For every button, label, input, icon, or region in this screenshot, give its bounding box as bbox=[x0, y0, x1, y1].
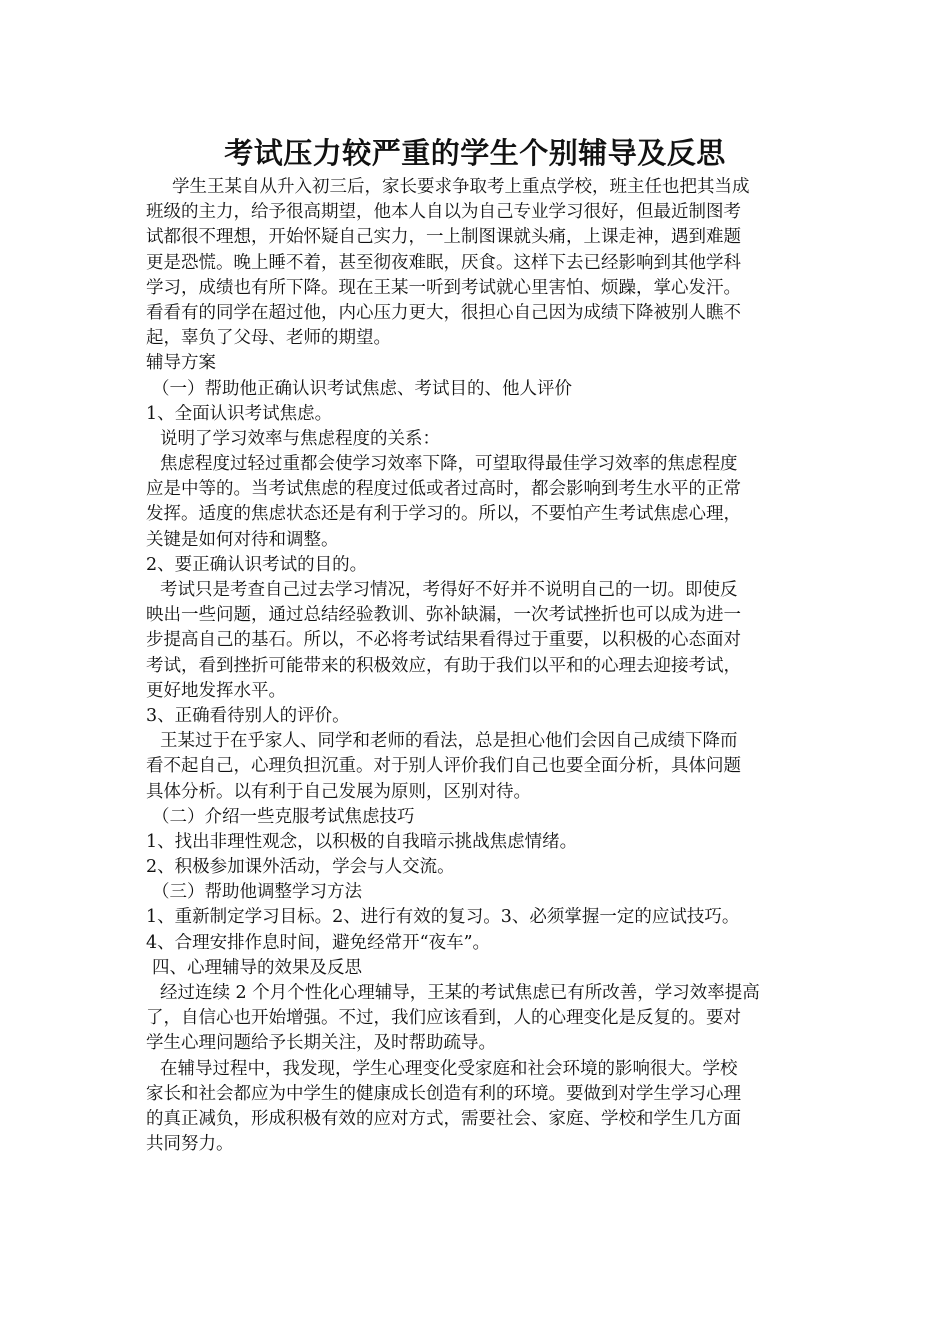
text-line: 学生王某自从升入初三后，家长要求争取考上重点学校，班主任也把其当成 bbox=[172, 177, 750, 197]
text-line: 3、正确看待别人的评价。 bbox=[146, 705, 350, 726]
text-line: 发挥。适度的焦虑状态还是有利于学习的。所以，不要怕产生考试焦虑心理， bbox=[146, 504, 741, 525]
text-line: 4、合理安排作息时间，避免经常开“夜车”。 bbox=[146, 932, 491, 953]
text-line: 的真正减负，形成积极有效的应对方式，需要社会、家庭、学校和学生几方面 bbox=[146, 1108, 741, 1129]
text-line: 学习，成绩也有所下降。现在王某一听到考试就心里害怕、烦躁，掌心发汗。 bbox=[146, 277, 741, 298]
text-line: 学生心理问题给予长期关注，及时帮助疏导。 bbox=[146, 1033, 496, 1054]
text-line: 应是中等的。当考试焦虑的程度过低或者过高时，都会影响到考生水平的正常 bbox=[146, 479, 741, 500]
text-line: 2、要正确认识考试的目的。 bbox=[146, 554, 368, 575]
text-line: 看不起自己，心理负担沉重。对于别人评价我们自己也要全面分析，具体问题 bbox=[146, 756, 741, 777]
document-body bbox=[146, 175, 826, 1157]
text-line: 更好地发挥水平。 bbox=[146, 680, 286, 701]
text-line: 映出一些问题，通过总结经验教训、弥补缺漏，一次考试挫折也可以成为进一 bbox=[146, 605, 741, 626]
text-line: 王某过于在乎家人、同学和老师的看法，总是担心他们会因自己成绩下降而 bbox=[160, 731, 738, 752]
text-line: 看看有的同学在超过他，内心压力更大，很担心自己因为成绩下降被别人瞧不 bbox=[146, 302, 741, 323]
text-line: 家长和社会都应为中学生的健康成长创造有利的环境。要做到对学生学习心理 bbox=[146, 1083, 741, 1104]
text-line: 焦虑程度过轻过重都会使学习效率下降，可望取得最佳学习效率的焦虑程度 bbox=[160, 454, 738, 475]
text-line: 在辅导过程中，我发现，学生心理变化受家庭和社会环境的影响很大。学校 bbox=[160, 1058, 738, 1079]
text-line: 了，自信心也开始增强。不过，我们应该看到，人的心理变化是反复的。要对 bbox=[146, 1008, 741, 1029]
text-line: 步提高自己的基石。所以，不必将考试结果看得过于重要，以积极的心态面对 bbox=[146, 630, 741, 651]
text-line: 具体分析。以有利于自己发展为原则，区别对待。 bbox=[146, 781, 531, 802]
text-line: 1、重新制定学习目标。2、进行有效的复习。3、必须掌握一定的应试技巧。 bbox=[146, 907, 740, 928]
text-line: 试都很不理想，开始怀疑自己实力，一上制图课就头痛，上课走神，遇到难题 bbox=[146, 227, 741, 248]
document-title: 考试压力较严重的学生个别辅导及反思 bbox=[224, 136, 726, 170]
text-line: 说明了学习效率与焦虑程度的关系： bbox=[160, 428, 440, 449]
text-line: 更是恐慌。晚上睡不着，甚至彻夜难眠，厌食。这样下去已经影响到其他学科 bbox=[146, 252, 741, 273]
text-line: 1、找出非理性观念，以积极的自我暗示挑战焦虑情绪。 bbox=[146, 831, 578, 852]
text-line: 起，辜负了父母、老师的期望。 bbox=[146, 328, 391, 349]
text-line: （一）帮助他正确认识考试焦虑、考试目的、他人评价 bbox=[152, 378, 572, 399]
text-line: 经过连续 2 个月个性化心理辅导，王某的考试焦虑已有所改善，学习效率提高 bbox=[160, 983, 760, 1003]
text-line: 关键是如何对待和调整。 bbox=[146, 529, 339, 550]
text-line: 共同努力。 bbox=[146, 1134, 234, 1155]
text-line: （二）介绍一些克服考试焦虑技巧 bbox=[152, 806, 415, 827]
text-line: 四、心理辅导的效果及反思 bbox=[152, 957, 362, 978]
text-line: 班级的主力，给予很高期望，他本人自以为自己专业学习很好，但最近制图考 bbox=[146, 202, 741, 223]
text-line: 2、积极参加课外活动，学会与人交流。 bbox=[146, 857, 455, 878]
text-line: 考试只是考查自己过去学习情况，考得好不好并不说明自己的一切。即使反 bbox=[160, 580, 738, 600]
text-line: （三）帮助他调整学习方法 bbox=[152, 882, 362, 903]
text-line: 1、全面认识考试焦虑。 bbox=[146, 403, 333, 424]
text-line: 辅导方案 bbox=[146, 353, 216, 374]
text-line: 考试，看到挫折可能带来的积极效应，有助于我们以平和的心理去迎接考试， bbox=[146, 655, 741, 676]
